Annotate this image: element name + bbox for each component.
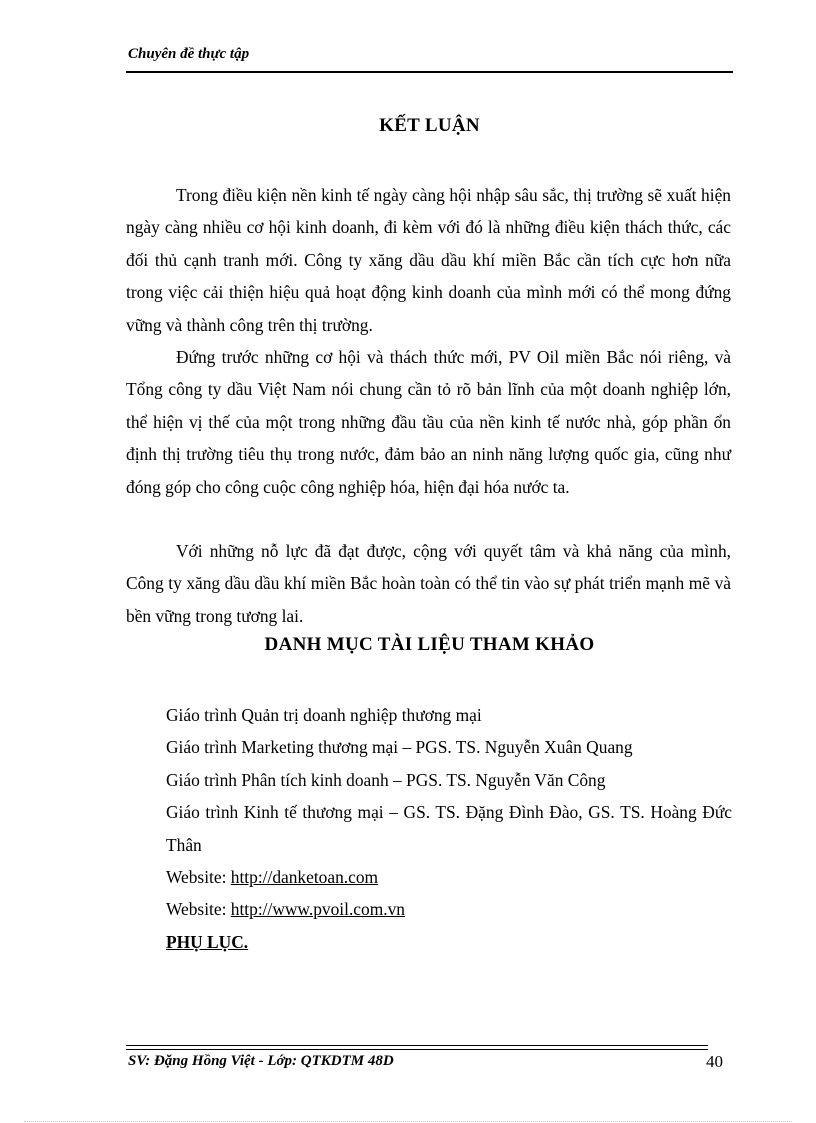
footer-author: SV: Đặng Hồng Việt - Lớp: QTKDTM 48D	[128, 1053, 394, 1069]
references-heading: DANH MỤC TÀI LIỆU THAM KHẢO	[264, 634, 595, 655]
website-label: Website:	[166, 867, 231, 888]
reference-item: Giáo trình Quản trị doanh nghiệp thương mại	[166, 705, 482, 725]
conclusion-heading: KẾT LUẬN	[379, 115, 480, 136]
footer-divider	[126, 1045, 708, 1050]
website-link[interactable]: http://danketoan.com	[230, 867, 379, 888]
reference-item: Giáo trình Kinh tế thương mại – GS. TS. Đặng Đình Đào, GS. TS. Hoàng Đức Thân	[166, 802, 732, 855]
conclusion-paragraph-1: Trong điều kiện nền kinh tế ngày càng hội nhập sâu sắc, thị trường sẽ xuất hiện ngày càng nhiều cơ hội kinh doanh, đi kèm với đó là những điều kiện thách thức, các đối thủ cạnh tranh mới. Công ty xăng dầu dầu khí miền Bắc cần tích cực hơn nữa trong việc cải thiện hiệu quả hoạt động kinh doanh của mình mới có thể mong đứng vững và thành công trên thị trường.	[126, 185, 731, 335]
reference-list	[166, 699, 732, 958]
conclusion-paragraph-3: Với những nỗ lực đã đạt được, cộng với quyết tâm và khả năng của mình, Công ty xăng dầu dầu khí miền Bắc hoàn toàn có thể tin vào sự phát triển mạnh mẽ và bền vững trong tương lai.	[126, 541, 731, 626]
reference-item: Giáo trình Marketing thương mại – PGS. TS. Nguyễn Xuân Quang	[166, 737, 633, 758]
page-edge-divider	[24, 1121, 792, 1122]
running-header: Chuyên đề thực tập	[128, 46, 250, 62]
reference-website	[166, 861, 732, 893]
website-label: Website:	[166, 899, 231, 920]
conclusion-paragraph-2: Đứng trước những cơ hội và thách thức mới, PV Oil miền Bắc nói riêng, và Tổng công ty dầu Việt Nam nói chung cần tỏ rõ bản lĩnh của một doanh nghiệp lớn, thể hiện vị thế của một trong những đầu tầu của nền kinh tế nước nhà, góp phần ổn định thị trường tiêu thụ trong nước, đảm bảo an ninh năng lượng quốc gia, cũng như đóng góp cho công cuộc công nghiệp hóa, hiện đại hóa nước ta.	[126, 347, 731, 497]
header-divider	[126, 71, 733, 73]
reference-website	[166, 893, 732, 925]
website-link[interactable]: http://www.pvoil.com.vn	[230, 899, 405, 920]
appendix-heading: PHỤ LỤC.	[166, 931, 249, 952]
reference-item: Giáo trình Phân tích kinh doanh – PGS. TS. Nguyễn Văn Công	[166, 769, 606, 790]
page-number: 40	[706, 1052, 723, 1071]
